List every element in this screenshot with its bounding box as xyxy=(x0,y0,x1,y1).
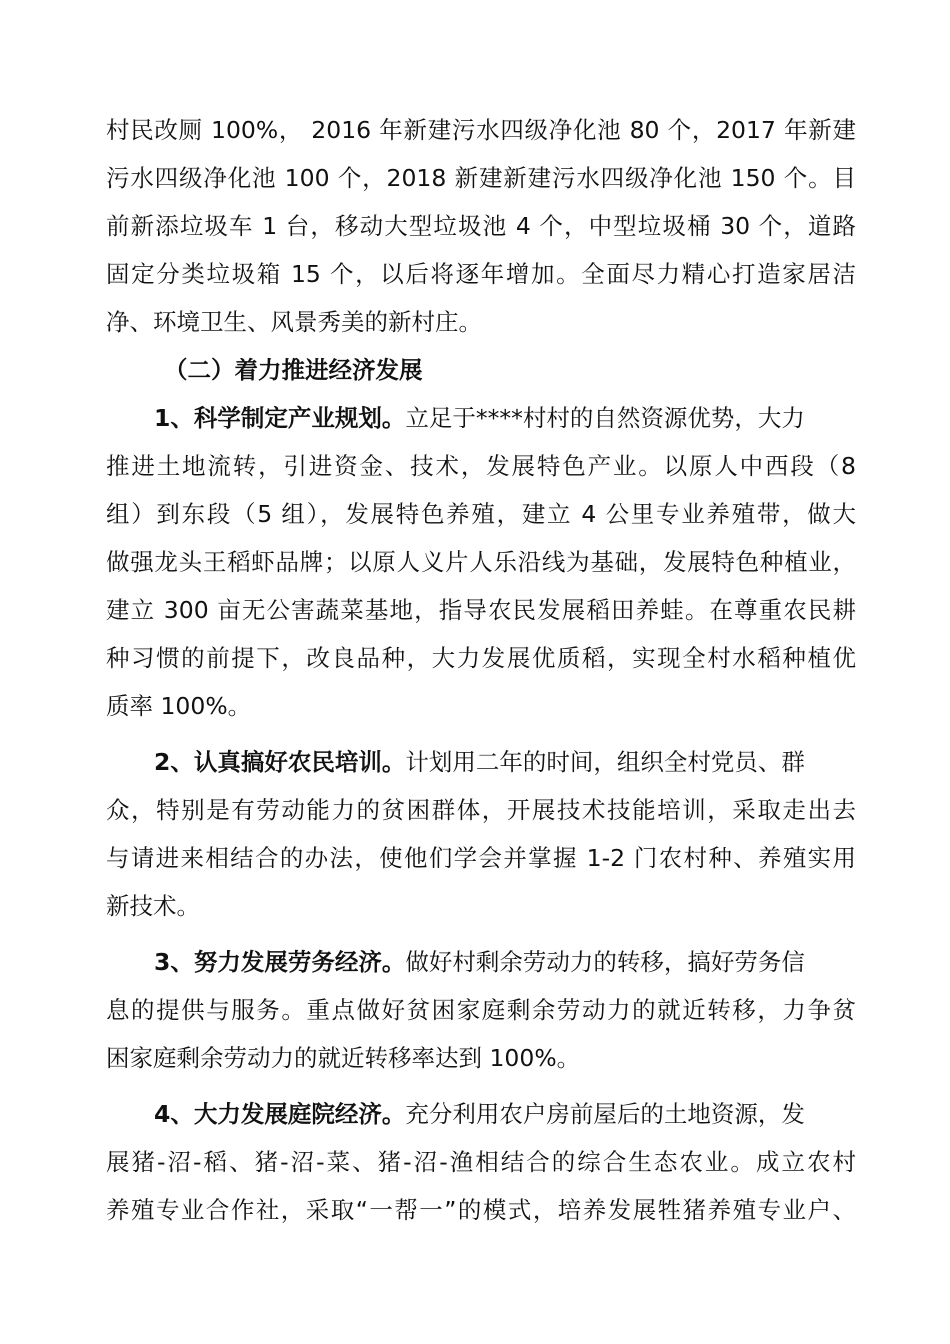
item-text: 立足于****村村的自然资源优势，大力 xyxy=(405,404,805,432)
text-line: 前新添垃圾车 1 台，移动大型垃圾池 4 个，中型垃圾桶 30 个，道路 xyxy=(106,212,856,240)
paragraph-item-4 xyxy=(106,1090,856,1234)
text-line: 固定分类垃圾箱 15 个，以后将逐年增加。全面尽力精心打造家居洁 xyxy=(106,260,856,288)
item-lead: 3、努力发展劳务经济。 xyxy=(154,948,406,976)
paragraph-item-1 xyxy=(106,394,856,730)
item-lead: 2、认真搞好农民培训。 xyxy=(154,748,406,776)
item-first-line xyxy=(106,1090,856,1138)
section-heading: （二）着力推进经济发展 xyxy=(164,356,423,384)
paragraph-item-3 xyxy=(106,938,856,1082)
text-line: 与请进来相结合的办法，使他们学会并掌握 1-2 门农村种、养殖实用 xyxy=(106,844,856,872)
paragraph-item-2 xyxy=(106,738,856,930)
item-first-line xyxy=(106,394,856,442)
item-lead: 4、大力发展庭院经济。 xyxy=(154,1100,406,1128)
text-line: 息的提供与服务。重点做好贫困家庭剩余劳动力的就近转移，力争贫 xyxy=(106,996,856,1024)
text-line: 做强龙头王稻虾品牌；以原人义片人乐沿线为基础，发展特色种植业， xyxy=(106,548,856,576)
text-line: 养殖专业合作社，采取“一帮一”的模式，培养发展牲猪养殖专业户、 xyxy=(106,1196,856,1224)
text-line: 种习惯的前提下，改良品种，大力发展优质稻，实现全村水稻种植优 xyxy=(106,644,856,672)
text-line: 村民改厕 100%， 2016 年新建污水四级净化池 80 个，2017 年新建 xyxy=(106,116,856,144)
document-body xyxy=(106,106,856,1234)
item-text: 充分利用农户房前屋后的土地资源，发 xyxy=(405,1100,805,1128)
item-first-line xyxy=(106,938,856,986)
paragraph-sanitation xyxy=(106,106,856,346)
text-line: 众，特别是有劳动能力的贫困群体，开展技术技能培训，采取走出去 xyxy=(106,796,856,824)
text-line: 推进土地流转，引进资金、技术，发展特色产业。以原人中西段（8 xyxy=(106,452,856,480)
item-text: 计划用二年的时间，组织全村党员、群 xyxy=(405,748,805,776)
text-line: 困家庭剩余劳动力的就近转移率达到 100%。 xyxy=(106,1044,581,1072)
text-line: 展猪-沼-稻、猪-沼-菜、猪-沼-渔相结合的综合生态农业。成立农村 xyxy=(106,1148,856,1176)
text-line: 净、环境卫生、风景秀美的新村庄。 xyxy=(106,308,482,336)
text-line: 组）到东段（5 组），发展特色养殖，建立 4 公里专业养殖带，做大 xyxy=(106,500,856,528)
item-lead: 1、科学制定产业规划。 xyxy=(154,404,406,432)
item-first-line xyxy=(106,738,856,786)
text-line: 质率 100%。 xyxy=(106,692,252,720)
item-text: 做好村剩余劳动力的转移，搞好劳务信 xyxy=(405,948,805,976)
text-line: 污水四级净化池 100 个，2018 新建新建污水四级净化池 150 个。目 xyxy=(106,164,856,192)
text-line: 建立 300 亩无公害蔬菜基地，指导农民发展稻田养蛙。在尊重农民耕 xyxy=(106,596,856,624)
text-line: 新技术。 xyxy=(106,892,200,920)
